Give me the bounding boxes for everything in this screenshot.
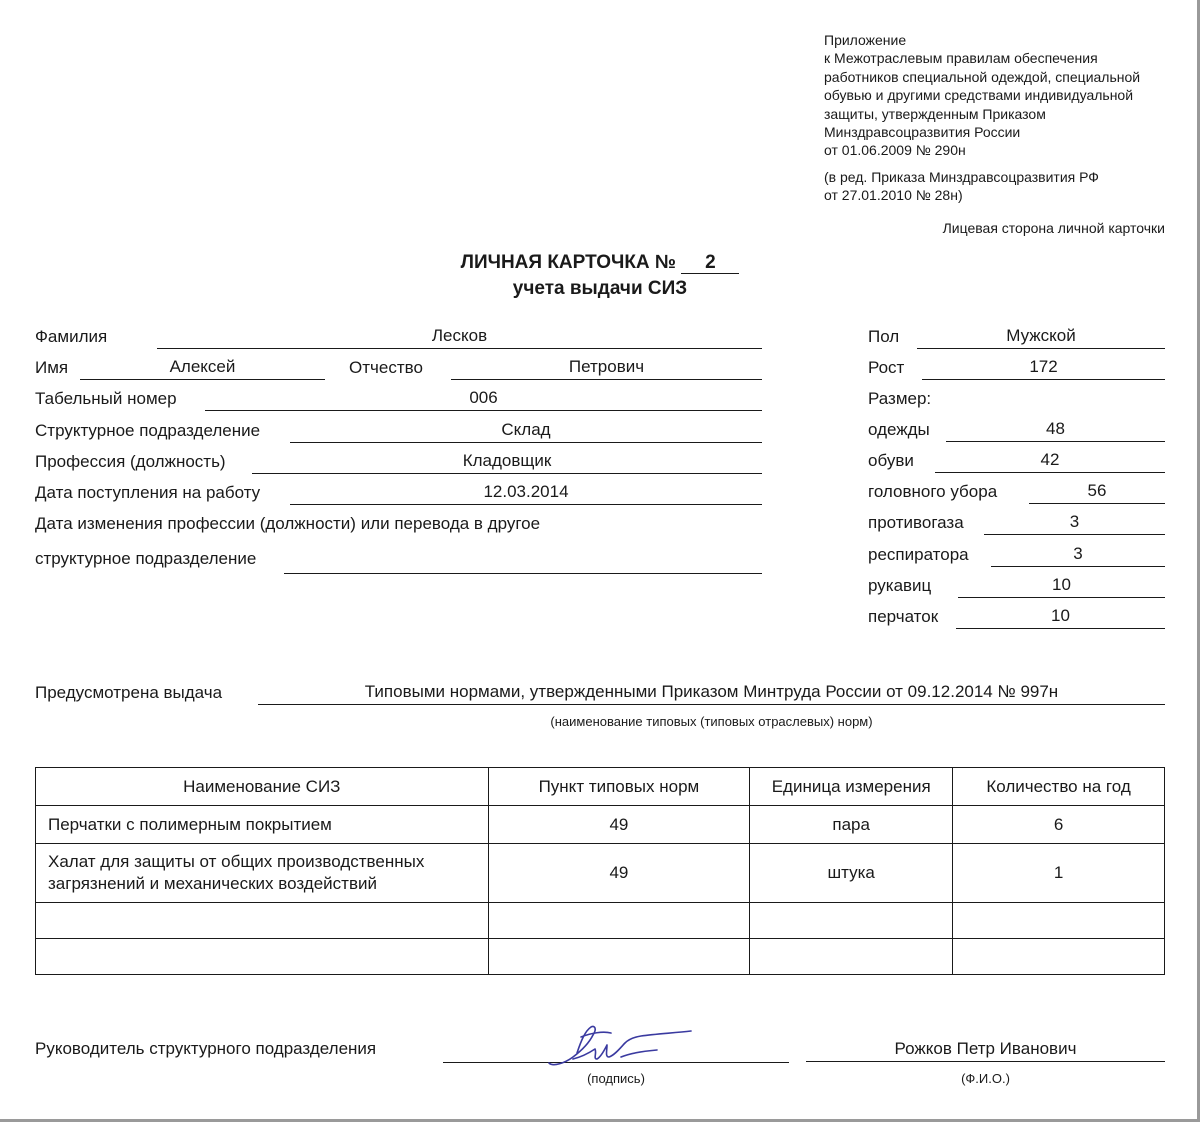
change-date-field[interactable] (284, 551, 762, 574)
size-label: Размер: (868, 389, 932, 408)
cell-empty[interactable] (36, 939, 489, 975)
appendix-note (824, 31, 1140, 205)
change-date-label: Дата изменения профессии (должности) или перевода в другое (35, 514, 541, 533)
shoe-size-field[interactable]: 42 (935, 450, 1165, 473)
cell-empty[interactable] (953, 903, 1165, 939)
cell-qty[interactable]: 6 (953, 806, 1165, 844)
headwear-size-field[interactable]: 56 (1029, 481, 1165, 504)
siz-table (35, 767, 1165, 975)
cell-empty[interactable] (750, 903, 953, 939)
gloves-size-label: перчаток (868, 607, 939, 626)
respirator-size-label: респиратора (868, 545, 969, 564)
patronymic-field[interactable]: Петрович (451, 357, 762, 380)
card-title-line (0, 250, 1200, 276)
cell-qty[interactable]: 1 (953, 844, 1165, 903)
department-label: Структурное подразделение (35, 421, 261, 440)
cell-empty[interactable] (953, 939, 1165, 975)
table-header-row (36, 768, 1165, 806)
clothes-size-field[interactable]: 48 (946, 419, 1165, 442)
column-header-unit: Единица измерения (750, 768, 953, 806)
shoe-size-label: обуви (868, 451, 914, 470)
height-field[interactable]: 172 (922, 357, 1165, 380)
hire-date-label: Дата поступления на работу (35, 483, 261, 502)
respirator-size-field[interactable]: 3 (991, 544, 1165, 567)
sex-field[interactable]: Мужской (917, 326, 1165, 349)
column-header-name: Наименование СИЗ (36, 768, 489, 806)
height-label: Рост (868, 358, 905, 377)
cell-siz-name[interactable] (36, 806, 489, 844)
card-subtitle: учета выдачи СИЗ (512, 278, 688, 299)
cell-unit[interactable]: штука (750, 844, 953, 903)
appendix-line: Приложение (824, 32, 907, 48)
cell-unit[interactable]: пара (750, 806, 953, 844)
column-header-qty: Количество на год (953, 768, 1165, 806)
edition-line: от 27.01.2010 № 28н) (824, 187, 963, 204)
cell-empty[interactable] (750, 939, 953, 975)
hire-date-field[interactable]: 12.03.2014 (290, 482, 762, 505)
edition-line: (в ред. Приказа Минздравсоцразвития РФ (824, 168, 1099, 185)
cell-siz-name-text: Перчатки с полимерным покрытием (48, 814, 332, 834)
cell-norm-point[interactable]: 49 (488, 844, 750, 903)
cell-empty[interactable] (36, 903, 489, 939)
appendix-line: Минздравсоцразвития России (824, 124, 1021, 141)
headwear-size-label: головного убора (868, 482, 998, 501)
surname-field[interactable]: Лесков (157, 326, 762, 349)
table-row (36, 844, 1165, 903)
appendix-line: от 01.06.2009 № 290н (824, 142, 966, 159)
appendix-line: работников специальной одеждой, специальной (824, 68, 1141, 85)
cell-norm-point[interactable]: 49 (488, 806, 750, 844)
gasmask-size-field[interactable]: 3 (984, 512, 1165, 535)
profession-field[interactable]: Кладовщик (252, 451, 762, 474)
fio-caption: (Ф.И.О.) (961, 1071, 1010, 1086)
mittens-size-label: рукавиц (868, 576, 932, 595)
norms-field[interactable]: Типовыми нормами, утвержденными Приказом Минтруда России от 09.12.2014 № 997н (258, 682, 1165, 705)
card-number: 2 (681, 253, 739, 274)
face-side-note: Лицевая сторона личной карточки (942, 220, 1165, 236)
profession-label: Профессия (должность) (35, 452, 226, 471)
department-field[interactable]: Склад (290, 420, 762, 443)
sex-label: Пол (868, 327, 900, 346)
column-header-point: Пункт типовых норм (488, 768, 750, 806)
surname-label: Фамилия (35, 327, 108, 346)
card-title (0, 250, 1200, 302)
table-row-empty (36, 939, 1165, 975)
fio-field[interactable]: Рожков Петр Иванович (806, 1039, 1165, 1062)
cell-empty[interactable] (488, 939, 750, 975)
gloves-size-field[interactable]: 10 (956, 606, 1165, 629)
cell-siz-name-text: Халат для защиты от общих производственных (48, 852, 425, 871)
appendix-line: к Межотраслевым правилам обеспечения (824, 50, 1098, 67)
tab-number-label: Табельный номер (35, 389, 177, 408)
name-field[interactable]: Алексей (80, 357, 325, 380)
change-date-label-cont: структурное подразделение (35, 549, 257, 568)
cell-siz-name-text: загрязнений и механических воздействий (48, 874, 377, 893)
name-label: Имя (35, 358, 69, 377)
handwritten-signature (535, 1023, 700, 1073)
norms-caption: (наименование типовых (типовых отраслевых) норм) (550, 714, 873, 729)
gasmask-size-label: противогаза (868, 513, 964, 532)
table-row-empty (36, 903, 1165, 939)
appendix-line: обувью и другими средствами индивидуальной (824, 87, 1134, 104)
card-title-prefix: ЛИЧНАЯ КАРТОЧКА № (460, 252, 677, 273)
tab-number-field[interactable]: 006 (205, 388, 762, 411)
clothes-size-label: одежды (868, 420, 930, 439)
patronymic-label: Отчество (349, 358, 423, 377)
cell-siz-name[interactable] (36, 844, 489, 903)
mittens-size-field[interactable]: 10 (958, 575, 1165, 598)
norms-label: Предусмотрена выдача (35, 683, 223, 702)
appendix-line: защиты, утвержденным Приказом (824, 105, 1046, 122)
cell-empty[interactable] (488, 903, 750, 939)
manager-label: Руководитель структурного подразделения (35, 1039, 377, 1058)
table-row (36, 806, 1165, 844)
signature-caption: (подпись) (587, 1071, 645, 1086)
